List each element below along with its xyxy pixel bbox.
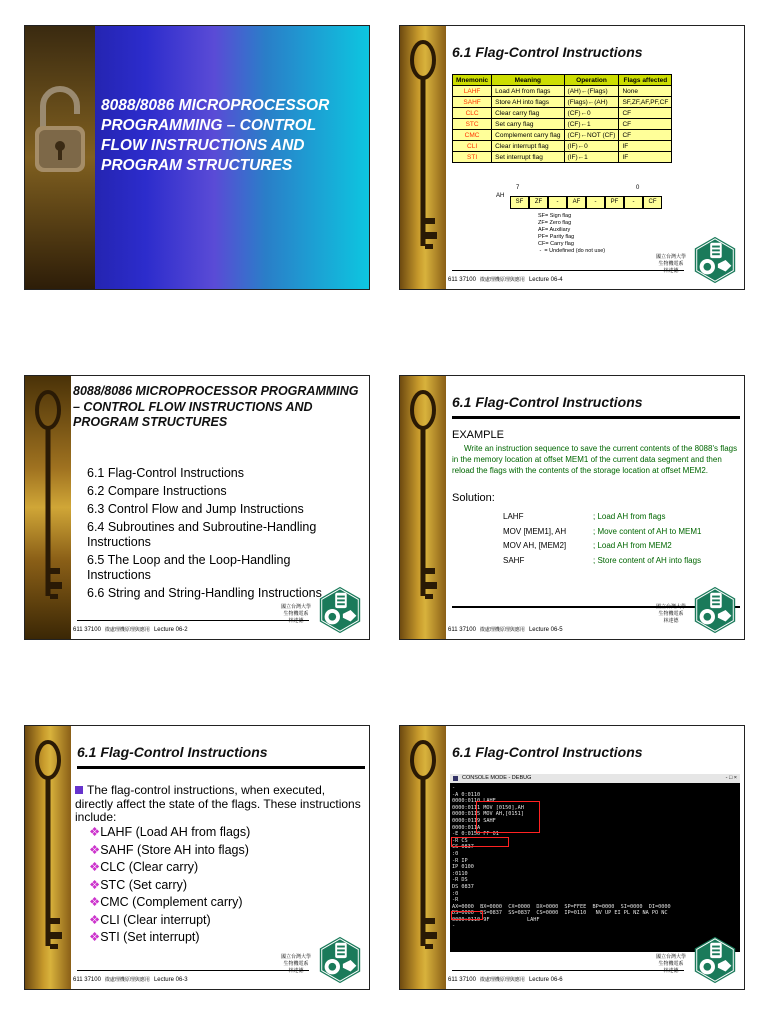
slide-heading: 6.1 Flag-Control Instructions [452, 744, 643, 760]
list-item-text: SAHF (Store AH into flags) [100, 842, 249, 857]
list-item: 6.6 String and String-Handling Instructions [87, 586, 322, 600]
org-line: 生物機電系 [658, 261, 684, 267]
table-row [453, 86, 672, 97]
org-line: 國立台灣大學 [655, 604, 686, 610]
lecture-number: Lecture 06-4 [528, 277, 563, 283]
operation-cell: (CF)←NOT (CF) [564, 130, 619, 141]
key-icon [33, 388, 63, 618]
slide-title [24, 25, 370, 290]
meaning-cell: Complement carry flag [492, 130, 564, 141]
diamond-bullet-icon: ❖ [89, 842, 101, 857]
bit-cell: - [548, 196, 567, 209]
key-strip [400, 26, 446, 289]
column-header: Operation [564, 75, 619, 86]
department-logo-icon [690, 585, 740, 635]
operation-cell: (AH)←(Flags) [564, 86, 619, 97]
diamond-bullet-icon: ❖ [89, 877, 101, 892]
slide-footer [73, 626, 188, 633]
list-item [89, 859, 250, 877]
org-line: 生物機電系 [658, 611, 684, 617]
flags-cell: CF [619, 130, 672, 141]
org-line: 國立台灣大學 [655, 954, 686, 960]
operation-cell: (CF)←0 [564, 108, 619, 119]
key-strip [25, 726, 71, 989]
department-logo-icon [315, 935, 365, 985]
course-code: 611 37100 [448, 277, 476, 283]
bit-cell: AF [567, 196, 586, 209]
course-name: 微處理機原理與應用 [104, 977, 150, 983]
console-output: - -A 0:0110 0000:0110 LAHF 0000:0111 MOV [0150],AH 0000:0115 MOV AH,[0151] 0000:0119 SAHF 0000:011A -E 0:0150 FF 01 -R CS CS 0837 :0 -R IP IP 0100 :0110 -R DS DS 0837 :0 -R AX=0000 BX=0000 CX=0000 DX=0000 SP=FFEE BP=0000 SI=0000 DI=0000 DS=0000 ES=0837 SS=0837 CS=0000 IP=0110 NV UP EI PL NZ NA PO NC 0000:0110 9F LAHF - [452, 785, 671, 930]
code-comment: ; Load AH from MEM2 [593, 541, 672, 550]
slide-heading: 6.1 Flag-Control Instructions [452, 394, 643, 410]
instruction-list [89, 824, 250, 947]
example-text: Write an instruction sequence to save the current contents of the 8088's flags in the memory location at offset MEM1 of the current data segment and then reload the flags with the contents of the storage location at offset MEM2. [452, 444, 738, 475]
mnemonic-cell: STC [453, 119, 492, 130]
list-item: 6.1 Flag-Control Instructions [87, 466, 245, 480]
org-line: 林達德 [663, 618, 679, 624]
console-title: CONSOLE MODE - DEBUG [462, 775, 532, 781]
intro-paragraph [75, 784, 365, 825]
list-item-text: CMC (Complement carry) [100, 895, 243, 909]
ah-register-bits [510, 196, 662, 209]
intro-text: The flag-control instructions, when executed, directly affect the state of the flags. These instructions include: [75, 783, 361, 824]
bit-cell: PF [605, 196, 624, 209]
lecture-number: Lecture 06-2 [153, 627, 188, 633]
flags-cell: SF,ZF,AF,PF,CF [619, 97, 672, 108]
code-line: MOV [MEM1], AH [503, 526, 567, 536]
slide-flag-table [399, 25, 745, 290]
org-label [656, 954, 686, 975]
meaning-cell: Set interrupt flag [492, 152, 564, 163]
org-line: 林達德 [288, 968, 304, 974]
console-titlebar [450, 774, 740, 783]
department-logo-icon [690, 235, 740, 285]
slide-heading: 8088/8086 MICROPROCESSOR PROGRAMMING – CONTROL FLOW INSTRUCTIONS AND PROGRAM STRUCTURES [73, 384, 359, 429]
bit-7-label: 7 [516, 185, 520, 191]
list-item [89, 824, 250, 842]
console-window [450, 774, 740, 952]
example-label: EXAMPLE [452, 429, 504, 441]
meaning-cell: Clear interrupt flag [492, 141, 564, 152]
flag-control-table [452, 74, 672, 163]
bit-cell: CF [643, 196, 662, 209]
slide-footer [73, 976, 188, 983]
course-code: 611 37100 [73, 977, 101, 983]
org-label [656, 604, 686, 625]
highlight-box [476, 801, 540, 833]
slide-contents [24, 375, 370, 640]
slide-footer [448, 276, 563, 283]
contents-list [87, 466, 357, 604]
operation-cell: (Flags)←(AH) [564, 97, 619, 108]
department-logo-icon [315, 585, 365, 635]
course-name: 微處理機原理與應用 [479, 277, 525, 283]
heading-rule [452, 416, 740, 419]
course-code: 611 37100 [448, 977, 476, 983]
diamond-bullet-icon: ❖ [89, 860, 101, 874]
code-comment: ; Move content of AH to MEM1 [593, 526, 702, 536]
course-code: 611 37100 [448, 627, 476, 633]
list-item-text: CLC (Clear carry) [100, 860, 199, 874]
lecture-number: Lecture 06-3 [153, 977, 188, 983]
table-row [453, 152, 672, 163]
bit-cell: - [624, 196, 643, 209]
bit-cell: - [586, 196, 605, 209]
list-item: 6.4 Subroutines and Subroutine-Handling Instructions [87, 520, 317, 549]
code-line: SAHF [503, 555, 525, 565]
list-item: 6.2 Compare Instructions [87, 484, 227, 498]
org-line: 生物機電系 [283, 611, 309, 617]
department-logo-icon [690, 935, 740, 985]
operation-cell: (IF)←0 [564, 141, 619, 152]
mnemonic-cell: STI [453, 152, 492, 163]
diamond-bullet-icon: ❖ [89, 912, 101, 927]
org-line: 國立台灣大學 [280, 954, 311, 960]
flags-cell: CF [619, 108, 672, 119]
highlight-box [451, 911, 483, 920]
mnemonic-cell: CLI [453, 141, 492, 152]
slide-footer [448, 976, 563, 983]
mnemonic-cell: CLC [453, 108, 492, 119]
column-header: Flags affected [619, 75, 672, 86]
org-line: 林達德 [663, 968, 679, 974]
footer-rule [77, 970, 309, 971]
course-name: 微處理機原理與應用 [479, 977, 525, 983]
key-strip [400, 726, 446, 989]
table-row [453, 119, 672, 130]
code-block [503, 510, 566, 568]
org-label [281, 954, 311, 975]
flags-cell: IF [619, 152, 672, 163]
register-label: AH [496, 193, 505, 199]
table-row [453, 108, 672, 119]
bit-0-label: 0 [636, 185, 640, 191]
course-code: 611 37100 [73, 627, 101, 633]
flags-cell: CF [619, 119, 672, 130]
flags-cell: IF [619, 141, 672, 152]
diamond-bullet-icon: ❖ [89, 930, 101, 944]
slide-instruction-list [24, 725, 370, 990]
meaning-cell: Set carry flag [492, 119, 564, 130]
org-line: 生物機電系 [658, 961, 684, 967]
org-label [281, 604, 311, 625]
heading-rule [77, 766, 365, 769]
operation-cell: (CF)←1 [564, 119, 619, 130]
comment-block [593, 510, 702, 568]
key-icon [408, 738, 438, 968]
mnemonic-cell: CMC [453, 130, 492, 141]
list-item [89, 877, 250, 895]
code-comment: ; Load AH from flags [593, 512, 666, 521]
slide-heading: 6.1 Flag-Control Instructions [452, 44, 643, 60]
key-strip [400, 376, 446, 639]
footer-rule [452, 970, 684, 971]
org-line: 林達德 [663, 268, 679, 274]
list-item [89, 912, 250, 930]
bit-cell: ZF [529, 196, 548, 209]
bullet-icon [75, 786, 83, 794]
diamond-bullet-icon: ❖ [89, 895, 101, 909]
footer-rule [452, 270, 684, 271]
table-row [453, 141, 672, 152]
list-item [89, 842, 250, 860]
course-name: 微處理機原理與應用 [479, 627, 525, 633]
slide-heading: 6.1 Flag-Control Instructions [77, 744, 268, 760]
org-line: 生物機電系 [283, 961, 309, 967]
key-icon [408, 388, 438, 618]
bit-cell: SF [510, 196, 529, 209]
org-line: 國立台灣大學 [280, 604, 311, 610]
column-header: Meaning [492, 75, 564, 86]
mnemonic-cell: SAHF [453, 97, 492, 108]
list-item-text: LAHF (Load AH from flags) [100, 825, 251, 839]
window-buttons[interactable]: - □ × [725, 775, 737, 781]
padlock-icon [29, 76, 91, 186]
console-icon [453, 776, 458, 781]
solution-label: Solution: [452, 492, 495, 504]
key-icon [33, 738, 63, 968]
slide-footer [448, 626, 563, 633]
list-item-text: STI (Set interrupt) [100, 930, 200, 944]
code-line: LAHF [503, 512, 524, 521]
org-label [656, 254, 686, 275]
table-row [453, 130, 672, 141]
lock-photo [25, 26, 95, 289]
meaning-cell: Clear carry flag [492, 108, 564, 119]
slide-title-text: 8088/8086 MICROPROCESSOR PROGRAMMING – CONTROL FLOW INSTRUCTIONS AND PROGRAM STRUCTURES [101, 97, 330, 174]
list-item [89, 929, 250, 947]
flags-cell: None [619, 86, 672, 97]
column-header: Mnemonic [453, 75, 492, 86]
key-strip [25, 376, 71, 639]
meaning-cell: Load AH from flags [492, 86, 564, 97]
lecture-number: Lecture 06-6 [528, 977, 563, 983]
diamond-bullet-icon: ❖ [89, 825, 101, 839]
table-header-row [453, 75, 672, 86]
operation-cell: (IF)←1 [564, 152, 619, 163]
meaning-cell: Store AH into flags [492, 97, 564, 108]
course-name: 微處理機原理與應用 [104, 627, 150, 633]
list-item-text: CLI (Clear interrupt) [100, 912, 211, 927]
footer-rule [77, 620, 309, 621]
list-item-text: STC (Set carry) [100, 877, 188, 892]
mnemonic-cell: LAHF [453, 86, 492, 97]
code-line: MOV AH, [MEM2] [503, 541, 567, 550]
code-comment: ; Store content of AH into flags [593, 555, 702, 565]
slide-example [399, 375, 745, 640]
key-icon [408, 38, 438, 268]
org-line: 國立台灣大學 [655, 254, 686, 260]
lecture-number: Lecture 06-5 [528, 627, 563, 633]
list-item [89, 894, 250, 912]
table-row [453, 97, 672, 108]
slide-debug-console [399, 725, 745, 990]
highlight-box [451, 837, 509, 847]
list-item: 6.5 The Loop and the Loop-Handling Instructions [87, 553, 291, 582]
org-line: 林達德 [288, 618, 304, 624]
list-item: 6.3 Control Flow and Jump Instructions [87, 502, 304, 516]
flag-legend: SF= Sign flag ZF= Zero flag AF= Auxiliary PF= Parity flag CF= Carry flag - = Undefined (do not use) [538, 213, 606, 254]
